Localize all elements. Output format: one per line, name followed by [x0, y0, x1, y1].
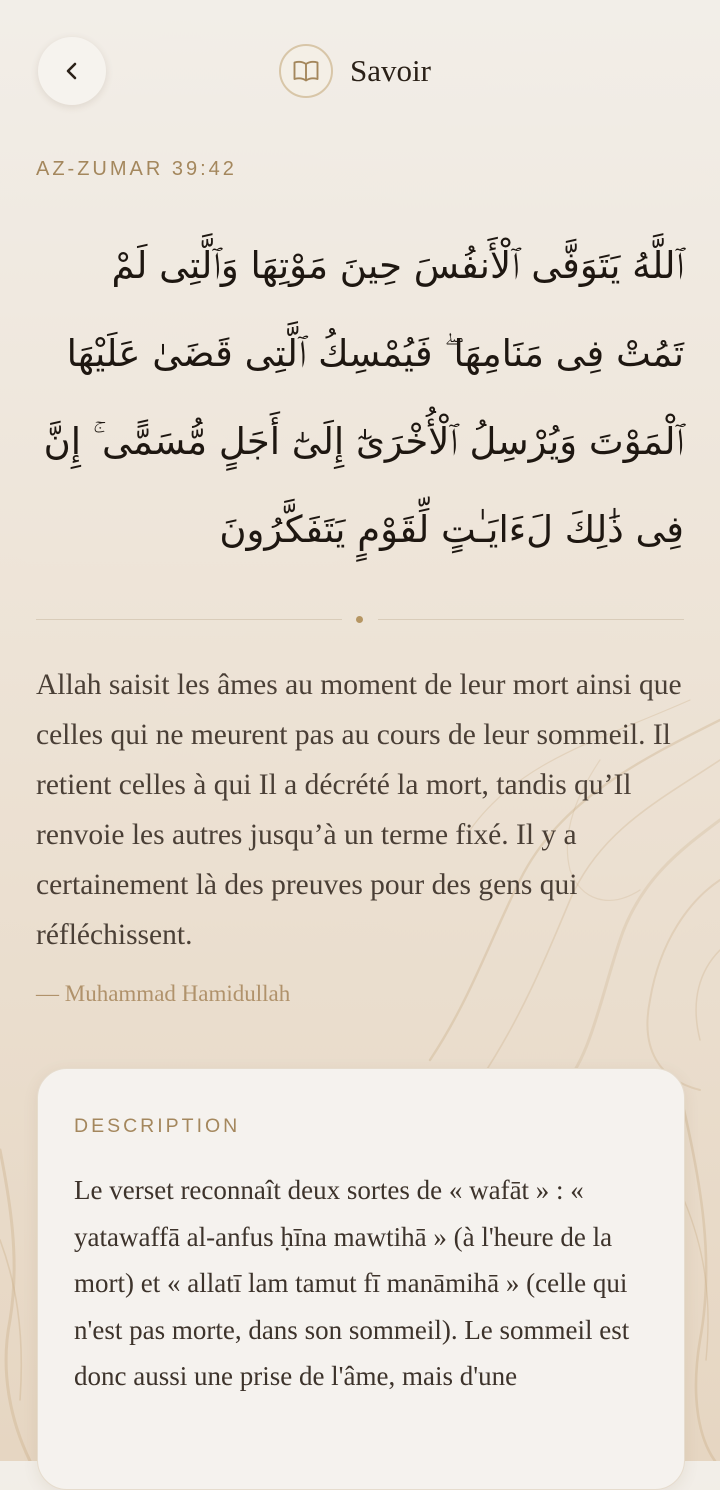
divider	[36, 612, 684, 628]
verse-translation: Allah saisit les âmes au moment de leur mort ainsi que celles qui ne meurent pas au cours de leur sommeil. Il retient celles à qui Il a décrété la mort, tandis qu’Il renvoie les autres jusqu’à un terme fixé. Il y a certainement là des preuves pour des gens qui réfléchissent.	[36, 669, 682, 951]
description-title: DESCRIPTION	[74, 1115, 241, 1137]
arabic-verse: ٱللَّهُ يَتَوَفَّى ٱلْأَنفُسَ حِينَ مَوْتِهَا وَٱلَّتِى لَمْ تَمُتْ فِى مَنَامِهَا ۖ فَيُمْسِكُ ٱلَّتِى قَضَىٰ عَلَيْهَا ٱلْمَوْتَ وَيُرْسِلُ ٱلْأُخْرَىٰٓ إِلَىٰٓ أَجَلٍ مُّسَمًّى ۚ إِنَّ فِى ذَٰلِكَ لَءَايَـٰتٍ لِّقَوْمٍ يَتَفَكَّرُونَ	[43, 244, 684, 551]
description-card	[37, 1068, 685, 1490]
divider-dot	[356, 616, 363, 623]
top-bar	[0, 0, 720, 145]
header-center	[279, 42, 431, 100]
page-title: Savoir	[350, 53, 431, 88]
book-icon-badge	[279, 44, 333, 98]
divider-line-left	[36, 619, 342, 620]
chevron-left-icon	[61, 60, 83, 82]
divider-line-right	[378, 619, 684, 620]
back-button[interactable]	[38, 37, 106, 105]
description-body: Le verset reconnaît deux sortes de « wafāt » : « yatawaffā al-anfus ḥīna mawtihā » (à l'heure de la mort) et « allatī lam tamut fī manāmihā » (celle qui n'est pas morte, dans son sommeil). Le sommeil est donc aussi une prise de l'âme, mais d'une	[74, 1175, 630, 1391]
verse-reference: AZ-ZUMAR 39:42	[36, 158, 237, 180]
open-book-icon	[292, 59, 320, 83]
translator-credit: — Muhammad Hamidullah	[36, 981, 291, 1006]
